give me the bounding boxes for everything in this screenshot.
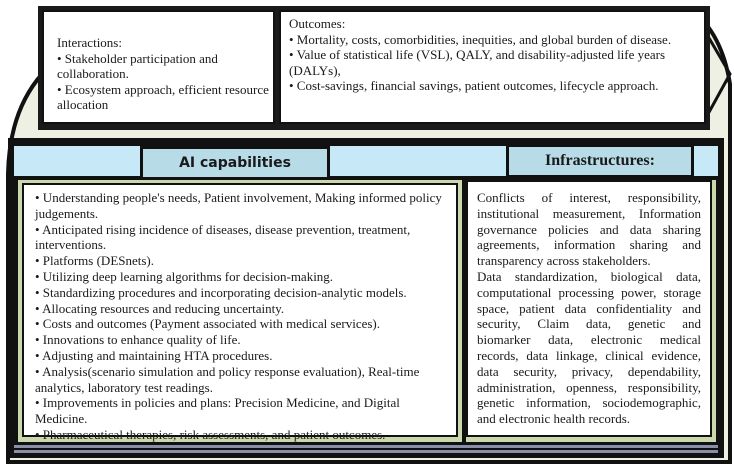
- infrastructures-paragraph: Data standardization, biological data, computational processing power, storage space, patient data confidentiality and security, Claim data, genetic and biomarker data, electronic medical records, data linkage, clinical evidence, data security, privacy, dependability, administration, openness, responsibility, genetic information, sociodemographic, and electronic health records.: [477, 268, 701, 427]
- outcomes-item: • Mortality, costs, comorbidities, inequities, and global burden of disease.: [289, 31, 672, 47]
- outcomes-box: [279, 10, 706, 124]
- ai-capability-item: • Understanding people's needs, Patient involvement, Making informed policy judgements.: [35, 190, 442, 221]
- infrastructures-heading: [506, 144, 694, 178]
- ai-capability-item: • Pharmaceutical therapies, risk assessments, and patient outcomes.: [35, 426, 386, 442]
- ai-capability-item: • Allocating resources and reducing uncertainty.: [35, 300, 285, 316]
- ai-capability-item: • Innovations to enhance quality of life.: [35, 332, 241, 348]
- ai-capabilities-title: AI capabilities: [179, 155, 291, 171]
- ai-capabilities-frame: [18, 180, 462, 442]
- outcomes-item: • Value of statistical life (VSL), QALY, and disability-adjusted life years (DALYs),: [289, 47, 666, 78]
- interactions-item: • Ecosystem approach, efficient resource allocation: [57, 81, 269, 112]
- bottom-stripe: [14, 445, 718, 448]
- ai-capability-item: • Utilizing deep learning algorithms for decision-making.: [35, 268, 334, 284]
- ai-capabilities-list: [22, 183, 458, 442]
- infrastructures-frame: [466, 180, 716, 442]
- interactions-title: Interactions:: [57, 35, 122, 50]
- bottom-stripe: [14, 450, 718, 453]
- ai-capability-item: • Costs and outcomes (Payment associated with medical services).: [35, 316, 380, 332]
- ai-capabilities-heading: [140, 146, 330, 180]
- interactions-box: [42, 10, 275, 124]
- outcomes-title: Outcomes:: [289, 16, 346, 31]
- ai-capability-item: • Adjusting and maintaining HTA procedures.: [35, 347, 273, 363]
- ai-capability-item: • Anticipated rising incidence of diseases, disease prevention, treatment, interventions.: [35, 221, 411, 253]
- ai-capability-item: • Improvements in policies and plans: Precision Medicine, and Digital Medicine.: [35, 395, 400, 427]
- interactions-item: • Stakeholder participation and collaboration.: [57, 50, 218, 81]
- infrastructures-title: Infrastructures:: [545, 152, 655, 169]
- infrastructures-text: [466, 180, 712, 437]
- outcomes-item: • Cost-savings, financial savings, patient outcomes, lifecycle approach.: [289, 78, 659, 93]
- infrastructures-paragraph: Conflicts of interest, responsibility, institutional measurement, Information governance policies and data sharing agreements, information sharing and transparency across stakeholders.: [477, 190, 701, 269]
- ai-capability-item: • Analysis(scenario simulation and policy response evaluation), Real-time analytics, laboratory test readings.: [35, 363, 420, 395]
- ai-capability-item: • Platforms (DESnets).: [35, 253, 155, 269]
- ai-capability-item: • Standardizing procedures and incorporating decision-analytic models.: [35, 284, 407, 300]
